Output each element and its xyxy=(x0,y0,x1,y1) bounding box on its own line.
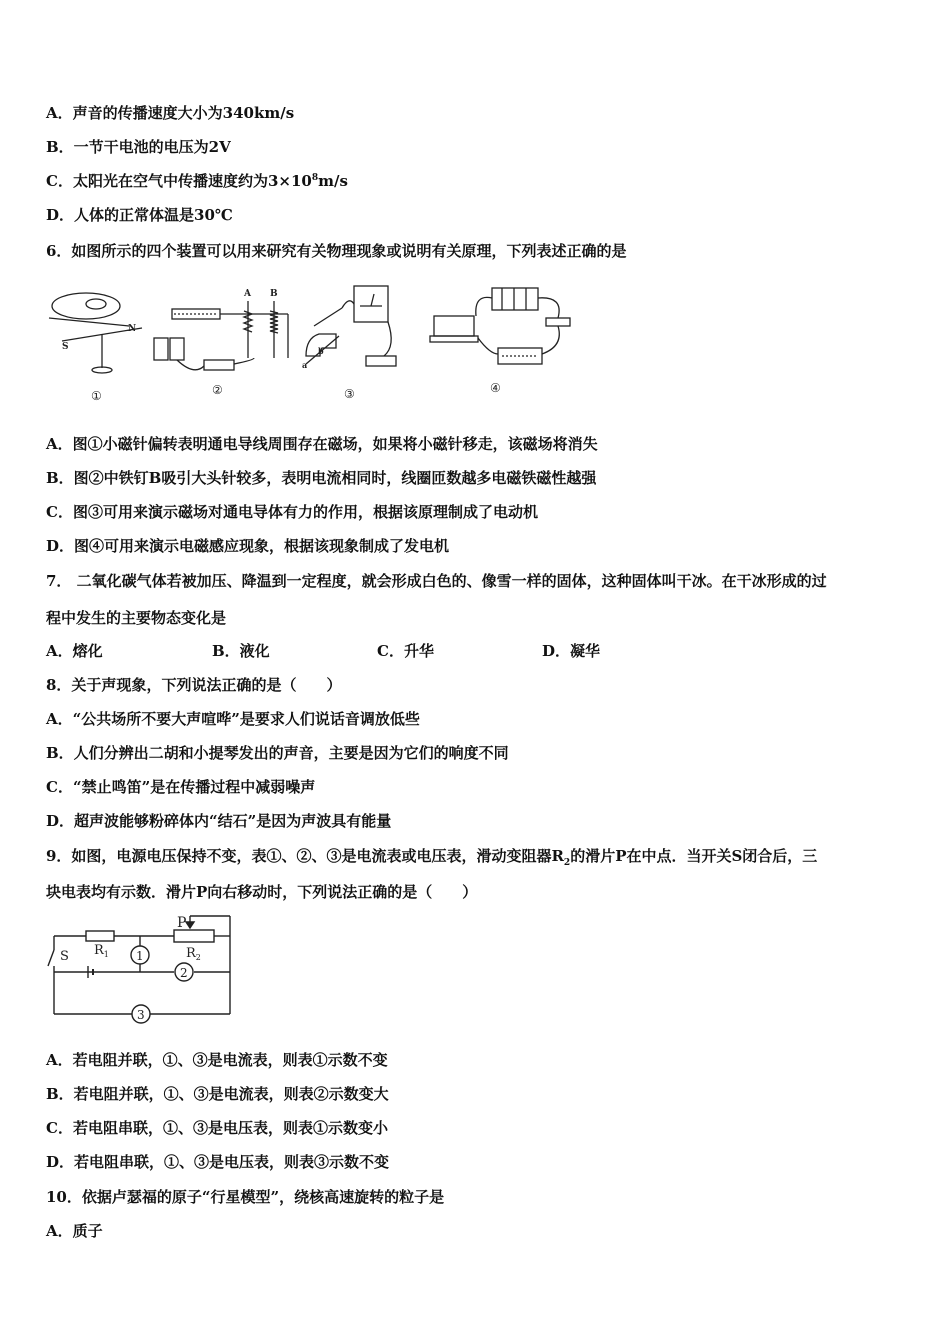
q9-slider-label: P xyxy=(177,915,187,931)
q9-r2-label: $R_2$ xyxy=(186,946,201,962)
q6-figure-3-magnet-rod xyxy=(302,286,396,370)
q9-stem-text-cont: 的滑片P在中点．当开关S闭合后，三 xyxy=(570,847,818,865)
q9-r1-label: $R_1$ xyxy=(94,943,109,959)
q6-figure xyxy=(44,276,604,408)
q7-option-a: A．熔化 xyxy=(46,642,103,660)
svg-text:A: A xyxy=(244,289,251,299)
q6-figure-label-4: ④ xyxy=(490,381,501,395)
q6-option-d: D．图④可用来演示电磁感应现象，根据该现象制成了发电机 xyxy=(46,537,450,555)
q5-option-d: D．人体的正常体温是30℃ xyxy=(46,206,233,224)
q8-stem: 8．关于声现象，下列说法正确的是（ ） xyxy=(46,676,342,694)
q9-option-a: A．若电阻并联，①、③是电流表，则表①示数不变 xyxy=(46,1051,388,1069)
q6-figure-1-wire-compass xyxy=(49,293,142,373)
q9-stem-text: 9．如图，电源电压保持不变，表①、②、③是电流表或电压表，滑动变阻器R xyxy=(46,847,564,865)
q8-option-c: C．“禁止鸣笛”是在传播过程中减弱噪声 xyxy=(46,778,316,796)
q10-option-a: A．质子 xyxy=(46,1222,103,1240)
q9-stem-line-2: 块电表均有示数．滑片P向右移动时，下列说法正确的是（ ） xyxy=(46,883,478,901)
q9-meter-3-label: 3 xyxy=(137,1008,145,1022)
q6-figure-label-1: ① xyxy=(91,389,102,403)
q9-switch-label: S xyxy=(60,949,69,964)
q6-figure-label-2: ② xyxy=(212,383,223,397)
q9-rheostat-r2 xyxy=(174,930,214,942)
q6-figure-4-battery-motor xyxy=(430,288,570,364)
q5-option-c-unit: m/s xyxy=(318,172,348,190)
q9-option-d: D．若电阻串联，①、③是电压表，则表③示数不变 xyxy=(46,1153,390,1171)
q8-option-d: D．超声波能够粉碎体内“结石”是因为声波具有能量 xyxy=(46,812,392,830)
q5-option-b: B．一节干电池的电压为2V xyxy=(46,138,231,156)
q10-stem: 10．依据卢瑟福的原子“行星模型”，绕核高速旋转的粒子是 xyxy=(46,1188,445,1206)
q9-meter-1-label: 1 xyxy=(136,949,144,963)
q6-option-c: C．图③可用来演示磁场对通电导体有力的作用，根据该原理制成了电动机 xyxy=(46,503,538,521)
q6-stem: 6．如图所示的四个装置可以用来研究有关物理现象或说明有关原理，下列表述正确的是 xyxy=(46,242,627,260)
q5-option-c-text: C．太阳光在空气中传播速度约为3×10 xyxy=(46,172,312,190)
q5-option-a: A．声音的传播速度大小为340km/s xyxy=(46,104,295,122)
svg-text:a: a xyxy=(302,360,308,370)
svg-text:S: S xyxy=(62,342,69,352)
q8-option-a: A．“公共场所不要大声喧哗”是要求人们说话音调放低些 xyxy=(46,710,420,728)
q6-option-a: A．图①小磁针偏转表明通电导线周围存在磁场，如果将小磁针移走，该磁场将消失 xyxy=(46,435,598,453)
svg-text:N: N xyxy=(128,324,137,334)
q7-option-c: C．升华 xyxy=(377,642,434,660)
svg-text:b: b xyxy=(318,346,324,356)
q7-option-b: B．液化 xyxy=(212,642,270,660)
q9-stem-subscript: 2 xyxy=(563,858,571,868)
q9-option-c: C．若电阻串联，①、③是电压表，则表①示数变小 xyxy=(46,1119,388,1137)
q6-figure-2-electromagnets xyxy=(154,289,288,370)
q6-option-b: B．图②中铁钉B吸引大头针较多，表明电流相同时，线圈匝数越多电磁铁磁性越强 xyxy=(46,469,597,487)
q9-circuit-diagram xyxy=(44,910,234,1028)
q7-stem-line-2: 程中发生的主要物态变化是 xyxy=(46,609,227,627)
q9-stem-line-1 xyxy=(46,845,817,868)
q9-option-b: B．若电阻并联，①、③是电流表，则表②示数变大 xyxy=(46,1085,389,1103)
svg-text:B: B xyxy=(270,289,278,299)
q5-option-c xyxy=(46,170,348,191)
q5-option-c-exponent: 8 xyxy=(311,173,319,183)
q8-option-b: B．人们分辨出二胡和小提琴发出的声音，主要是因为它们的响度不同 xyxy=(46,744,509,762)
q9-resistor-r1 xyxy=(86,931,114,941)
q7-stem-line-1: 7． 二氧化碳气体若被加压、降温到一定程度，就会形成白色的、像雪一样的固体，这种固体叫干冰。在干冰形成的过 xyxy=(46,572,827,590)
q6-figure-label-3: ③ xyxy=(344,387,355,401)
q7-option-d: D．凝华 xyxy=(542,642,601,660)
q9-meter-2-label: 2 xyxy=(180,966,188,980)
